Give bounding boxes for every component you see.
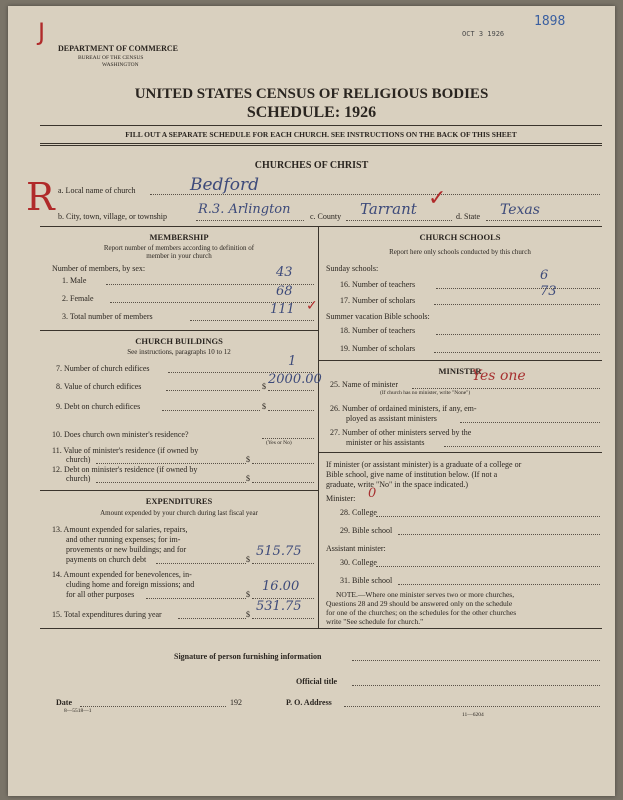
summer-teachers-label: 18. Number of teachers	[340, 326, 416, 335]
buildings-heading: CHURCH BUILDINGS	[135, 336, 223, 346]
graduate-note-2: Bible school, give name of institution below. (If not a	[326, 470, 498, 479]
yes-no-note: (Yes or No)	[266, 440, 292, 446]
form-instruction: FILL OUT A SEPARATE SCHEDULE FOR EACH CHURCH. SEE INSTRUCTIONS ON THE BACK OF THIS SHEET	[125, 130, 517, 139]
running-expenses-label-4: payments on church debt	[66, 555, 147, 564]
received-number-stamp: 1898	[534, 14, 566, 29]
residence-value-dollar: $	[246, 455, 250, 464]
membership-note-1: Report number of members according to definition of	[103, 244, 255, 252]
total-members-value: 111	[270, 302, 295, 317]
form-subtitle: SCHEDULE: 1926	[246, 104, 377, 121]
schools-note: Report here only schools conducted by this church	[389, 248, 531, 256]
department-name: DEPARTMENT OF COMMERCE	[58, 44, 179, 53]
running-expenses-label: 13. Amount expended for salaries, repairs,	[52, 525, 188, 534]
other-ministers-label-2: minister or his assistants	[346, 438, 425, 447]
minister-name-value: Yes one	[472, 368, 526, 384]
county-value: Tarrant	[360, 200, 417, 218]
note-line-1: NOTE.—Where one minister serves two or more churches,	[336, 590, 515, 599]
bureau-name: BUREAU OF THE CENSUS	[78, 55, 144, 61]
ordained-ministers-label: 26. Number of ordained ministers, if any, em-	[330, 404, 477, 413]
minister-label: Minister:	[326, 494, 356, 503]
total-members-label: 3. Total number of members	[62, 312, 153, 321]
city-value: R.3. Arlington	[198, 202, 291, 217]
other-ministers-label: 27. Number of other ministers served by the	[330, 428, 472, 437]
edifices-number-label: 7. Number of church edifices	[56, 364, 150, 373]
edifices-debt-dollar: $	[262, 402, 266, 411]
membership-note-2: member in your church	[146, 252, 212, 260]
running-expenses-value: 515.75	[256, 544, 302, 559]
edifices-value-dollar: $	[262, 382, 266, 391]
official-title-label: Official title	[296, 677, 338, 686]
members-by-sex-label: Number of members, by sex:	[52, 264, 146, 273]
running-expenses-label-2: and other running expenses; for im-	[66, 535, 181, 544]
form-code-left: 8—5518—1	[64, 708, 92, 714]
sunday-scholars-value: 73	[540, 284, 557, 299]
expenditures-heading: EXPENDITURES	[145, 496, 213, 506]
form-title: UNITED STATES CENSUS OF RELIGIOUS BODIES	[134, 86, 489, 102]
denomination-heading: CHURCHES OF CHRIST	[254, 160, 369, 171]
edifices-value-label: 8. Value of church edifices	[56, 382, 142, 391]
review-r-mark: R	[26, 175, 55, 219]
schools-heading: CHURCH SCHOOLS	[419, 232, 501, 242]
total-expenditures-dollar: $	[246, 610, 250, 619]
female-value: 68	[276, 284, 293, 299]
residence-debt-label-2: church)	[66, 474, 91, 483]
sunday-scholars-label: 17. Number of scholars	[340, 296, 416, 305]
city-label: b. City, town, village, or township	[58, 212, 168, 221]
minister-college-label: 28. College	[340, 508, 377, 517]
sunday-teachers-value: 6	[540, 268, 549, 283]
check-mark: J	[38, 18, 46, 46]
assistant-college-label: 30. College	[340, 558, 377, 567]
state-label: d. State	[456, 212, 480, 221]
county-label: c. County	[310, 212, 342, 221]
church-name-label: a. Local name of church	[58, 186, 136, 195]
total-expenditures-label: 15. Total expenditures during year	[52, 610, 162, 619]
minister-bible-school-label: 29. Bible school	[340, 526, 393, 535]
membership-heading: MEMBERSHIP	[149, 232, 209, 242]
summer-schools-label: Summer vacation Bible schools:	[326, 312, 430, 321]
expenditures-note: Amount expended by your church during last fiscal year	[100, 509, 258, 517]
edifices-debt-label: 9. Debt on church edifices	[56, 402, 141, 411]
running-expenses-label-3: provements or new buildings; and for	[66, 545, 187, 554]
buildings-note: See instructions, paragraphs 10 to 12	[127, 348, 231, 356]
edifices-value-value: 2000.00	[268, 372, 322, 387]
residence-value-label-2: church)	[66, 455, 91, 464]
form-code-right: 11—6204	[462, 712, 484, 718]
residence-owned-label: 10. Does church own minister's residence?	[52, 430, 189, 439]
male-value: 43	[276, 265, 293, 280]
minister-graduate-value: 0	[368, 486, 377, 501]
sunday-schools-label: Sunday schools:	[326, 264, 379, 273]
po-address-label: P. O. Address	[286, 698, 332, 707]
note-line-3: for one of the churches; on the schedules for the other churches	[326, 608, 517, 617]
state-value: Texas	[500, 202, 540, 218]
graduate-note-3: graduate, write "No" in the space indicated.)	[326, 480, 469, 489]
year-label: 192	[230, 698, 242, 707]
minister-heading: MINISTER	[438, 366, 482, 376]
benevolences-label-2: cluding home and foreign missions; and	[66, 580, 195, 589]
running-expenses-dollar: $	[246, 555, 250, 564]
benevolences-label-3: for all other purposes	[66, 590, 135, 599]
edifices-number-value: 1	[288, 354, 297, 369]
minister-none-note: (If church has no minister, write "None")	[380, 390, 471, 396]
graduate-note-1: If minister (or assistant minister) is a graduate of a college or	[326, 460, 522, 469]
residence-debt-label: 12. Debt on minister's residence (if owned by	[52, 465, 198, 474]
ordained-ministers-label-2: ployed as assistant ministers	[346, 414, 437, 423]
total-expenditures-value: 531.75	[256, 599, 302, 614]
note-line-4: write "See schedule for church."	[326, 617, 424, 626]
signature-label: Signature of person furnishing information	[174, 652, 322, 661]
female-label: 2. Female	[62, 294, 94, 303]
note-line-2: Questions 28 and 29 should be answered only on the schedule	[326, 599, 513, 608]
benevolences-label: 14. Amount expended for benevolences, in-	[52, 570, 192, 579]
summer-scholars-label: 19. Number of scholars	[340, 344, 416, 353]
benevolences-value: 16.00	[262, 579, 300, 594]
total-check-mark: ✓	[306, 298, 318, 314]
sunday-teachers-label: 16. Number of teachers	[340, 280, 416, 289]
church-name-value: Bedford	[190, 175, 259, 195]
residence-value-label: 11. Value of minister's residence (if owned by	[52, 446, 199, 455]
benevolences-dollar: $	[246, 590, 250, 599]
county-check-mark: ✓	[428, 186, 447, 211]
date-label: Date	[56, 698, 72, 707]
received-date-stamp: OCT 3 1926	[462, 30, 505, 38]
residence-debt-dollar: $	[246, 474, 250, 483]
assistant-bible-school-label: 31. Bible school	[340, 576, 393, 585]
male-label: 1. Male	[62, 276, 87, 285]
assistant-minister-label: Assistant minister:	[326, 544, 386, 553]
minister-name-label: 25. Name of minister	[330, 380, 398, 389]
city-name: WASHINGTON	[102, 62, 139, 68]
